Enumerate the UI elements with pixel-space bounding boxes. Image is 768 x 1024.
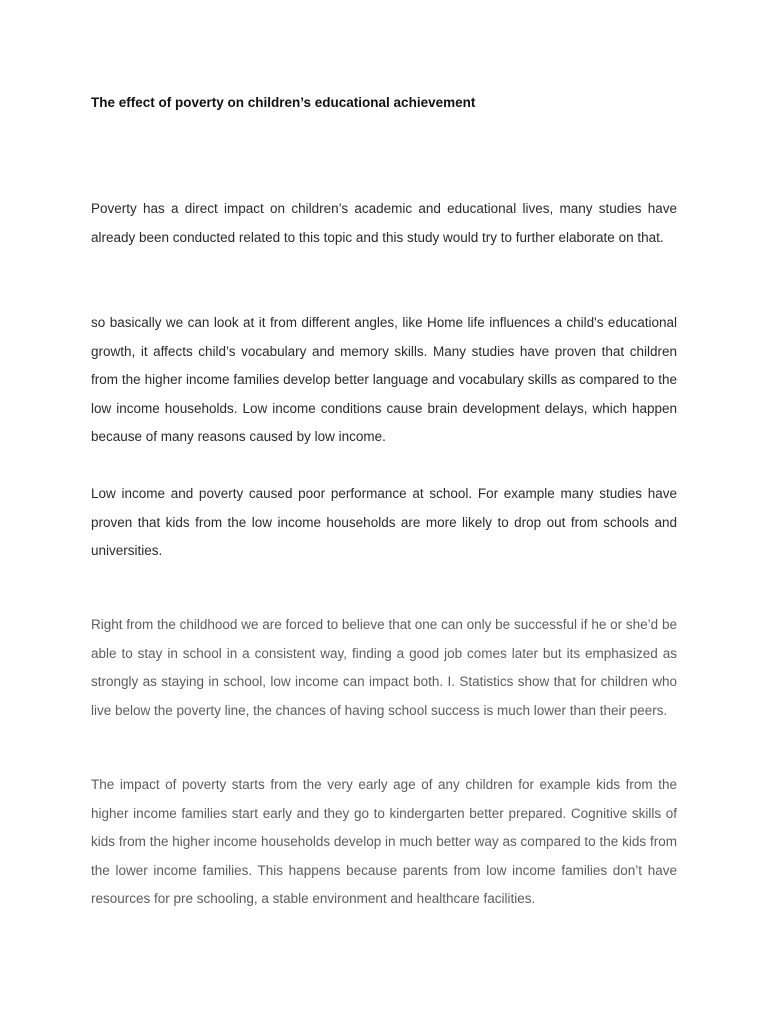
paragraph-2: so basically we can look at it from different angles, like Home life influences a child's educational growth, it affects child’s vocabulary and memory skills. Many studies have proven that children from the higher income families develop better language and vocabulary skills as compared to the low income households. Low income conditions cause brain development delays, which happen because of many reasons caused by low income. [91, 315, 677, 445]
paragraph-4: Right from the childhood we are forced to believe that one can only be successful if he or she’d be able to stay in school in a consistent way, finding a good job comes later but its emphasized as strongly as staying in school, low income can impact both. I. Statistics show that for children who live below the poverty line, the chances of having school success is much lower than their peers. [91, 617, 677, 718]
paragraph-5: The impact of poverty starts from the very early age of any children for example kids from the higher income families start early and they go to kindergarten better prepared. Cognitive skills of kids from the higher income households develop in much better way as compared to the kids from the lower income families. This happens because parents from low income families don’t have resources for pre schooling, a stable environment and healthcare facilities. [91, 777, 677, 907]
document-title: The effect of poverty on children’s educational achievement [91, 95, 476, 110]
paragraph-3: Low income and poverty caused poor performance at school. For example many studies have proven that kids from the low income households are more likely to drop out from schools and universities. [91, 486, 677, 559]
paragraph-1: Poverty has a direct impact on children’s academic and educational lives, many studies have already been conducted related to this topic and this study would try to further elaborate on that. [91, 201, 677, 245]
